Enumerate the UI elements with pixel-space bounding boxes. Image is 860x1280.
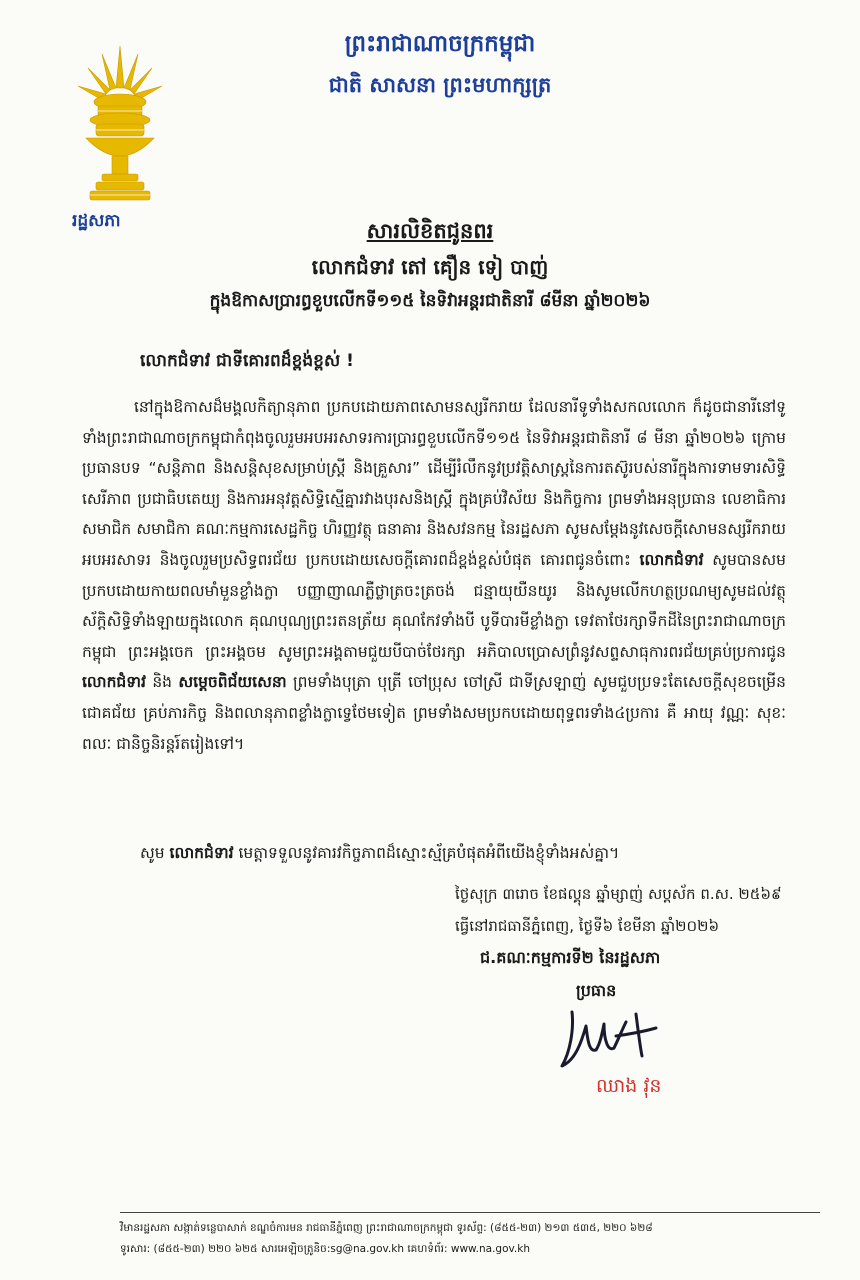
signer-office: ជ.គណៈកម្មការទី២ នៃរដ្ឋសភា bbox=[480, 948, 661, 967]
closing-rest: មេត្តាទទួលនូវគារវកិច្ចភាពដ៏ស្មោះស្ម័គ្របំផុតអំពីយើងខ្ញុំទាំងអស់គ្នា។ bbox=[238, 844, 620, 862]
body-part-3: ព្រមទាំងបុត្រា បុត្រី ចៅប្រុស ចៅស្រី ជាទីស្រឡាញ់ សូមជួបប្រទះតែសេចក្តីសុខចម្រើន ជោគជ័យ គ្រប់ភារកិច្ច និងពលានុភាពខ្លាំងក្លាទ្វេថែមទៀត ព្រមទាំងសមប្រកបដោយពុទ្ធពរទាំង៤ប្រការ គឺ អាយុ វណ្ណៈ សុខៈ ពលៈ ជានិច្ចនិរន្តរ៍តរៀងទៅ។ bbox=[82, 673, 786, 753]
closing-honorific: លោកជំទាវ bbox=[169, 844, 234, 862]
body-honorific: លោកជំទាវ bbox=[639, 550, 704, 569]
body-part-2: សូមបានសមប្រកបដោយកាយពលមាំមួនខ្លាំងក្លា បញ្ញាញាណភ្លឺថ្លាត្រចះត្រចង់ ជន្មាយុយឺនយូរ និងសូមលើកហត្ថប្រណម្យសូមដល់វត្ថុស័ក្តិសិទ្ធិទាំងឡាយក្នុងលោក គុណបុណ្យព្រះរតនត្រ័យ គុណកែវទាំងបី បូទីបារមីខ្លាំងក្លា ទេវតាថែរក្សាទឹកដីនៃព្រះរាជាណាចក្រកម្ពុជា ព្រះអង្គចេក ព្រះអង្គចម សូមព្រះអង្គតាមជួយបីបាច់ថែរក្សា អភិបាលប្រោសព្រំនូវសព្ទសាធុការពរជ័យគ្រប់ប្រការជូន bbox=[82, 550, 786, 661]
body-part-1: នៅក្នុងឱកាសដ៏មង្គលកិត្យានុភាព ប្រកបដោយភាពសោមនស្សរីករាយ ដែលនារីទូទាំងសកលលោក ក៏ដូចជានារីនៅទូទាំងព្រះរាជាណាចក្រកម្ពុជាកំពុងចូលរួមអបអរសាទរការប្រារព្ធខួបលើកទី១១៥ នៃទិវាអន្តរជាតិនារី ៨ មីនា ឆ្នាំ២០២៦ ក្រោមប្រធានបទ “សន្តិភាព និងសន្តិសុខសម្រាប់ស្ត្រី និងគ្រួសារ” ដើម្បីរំលឹកនូវប្រវត្តិសាស្ត្រនៃការតស៊ូរបស់នារីក្នុងការទាមទារសិទ្ធិ សេរីភាព ប្រជាធិបតេយ្យ និងការអនុវត្តសិទ្ធិស្មើគ្នារវាងបុរសនិងស្ត្រី ក្នុងគ្រប់វិស័យ និងកិច្ចការ ព្រមទាំងអនុប្រធាន លេខាធិការ សមាជិក សមាជិកា គណៈកម្មការសេដ្ឋកិច្ច ហិរញ្ញវត្ថុ ធនាគារ និងសវនកម្ម នៃរដ្ឋសភា សូមសម្តែងនូវសេចក្តីសោមនស្សរីករាយ អបអរសាទរ និងចូលរួមប្រសិទ្ធពរជ័យ ប្រកបដោយសេចក្តីគោរពដ៏ខ្ពង់ខ្ពស់បំផុត គោរពជូនចំពោះ bbox=[82, 398, 786, 569]
national-assembly-emblem-icon bbox=[72, 44, 168, 204]
kingdom-heading: ព្រះរាជាណាចក្រកម្ពុជា bbox=[344, 31, 536, 57]
occasion-line: ក្នុងឱកាសប្រារព្ធខួបលើកទី១១៥ នៃទិវាអន្តរជាតិនារី ៨មីនា ឆ្នាំ២០២៦ bbox=[209, 291, 651, 311]
footer-contact: ទូរសារ: (៨៥៥-២៣) ២២០ ៦២៥ សារអេឡិចត្រូនិច:sg@na.gov.kh គេហទំព័រ: www.na.gov.kh bbox=[120, 1243, 530, 1255]
handwritten-signature-icon bbox=[556, 1000, 666, 1072]
letter-body bbox=[82, 392, 786, 759]
national-motto: ជាតិ សាសនា ព្រះមហាក្សត្រ bbox=[328, 73, 552, 97]
signer-name: ឈាង វុន bbox=[596, 1075, 662, 1097]
salutation: លោកជំទាវ ជាទីគោរពដ៏ខ្ពង់ខ្ពស់ ! bbox=[140, 351, 354, 371]
footer-divider bbox=[120, 1212, 820, 1213]
lunar-date: ថ្ងៃសុក្រ ៣រោច ខែផល្គុន ឆ្នាំម្សាញ់ សប្តស័ក ព.ស. ២៥៦៩ bbox=[455, 885, 782, 903]
letter-title: សារលិខិតជូនពរ bbox=[366, 219, 494, 243]
footer-address: វិមានរដ្ឋសភា សង្កាត់ទន្លេបាសាក់ ខណ្ឌចំការមន រាជធានីភ្នំពេញ ព្រះរាជាណាចក្រកម្ពុជា ទូរស័ព្ទ: (៨៥៥-២៣) ២១៣ ៥៣៥, ២២០ ៦២៨ bbox=[120, 1222, 653, 1234]
body-conjunction: និង bbox=[152, 673, 173, 692]
body-honorific-2: លោកជំទាវ bbox=[82, 673, 146, 692]
solar-date: ធ្វើនៅរាជធានីភ្នំពេញ, ថ្ងៃទី៦ ខែមីនា ឆ្នាំ២០២៦ bbox=[455, 917, 720, 935]
signer-role: ប្រធាន bbox=[576, 981, 617, 1000]
body-honorific-3: សម្តេចពិជ័យសេនា bbox=[178, 673, 287, 692]
recipient-name: លោកជំទាវ តៅ គឿន ទៀ បាញ់ bbox=[311, 255, 549, 279]
closing-line bbox=[140, 838, 800, 868]
department-label: រដ្ឋសភា bbox=[72, 211, 121, 231]
closing-prefix: សូម bbox=[140, 844, 165, 862]
